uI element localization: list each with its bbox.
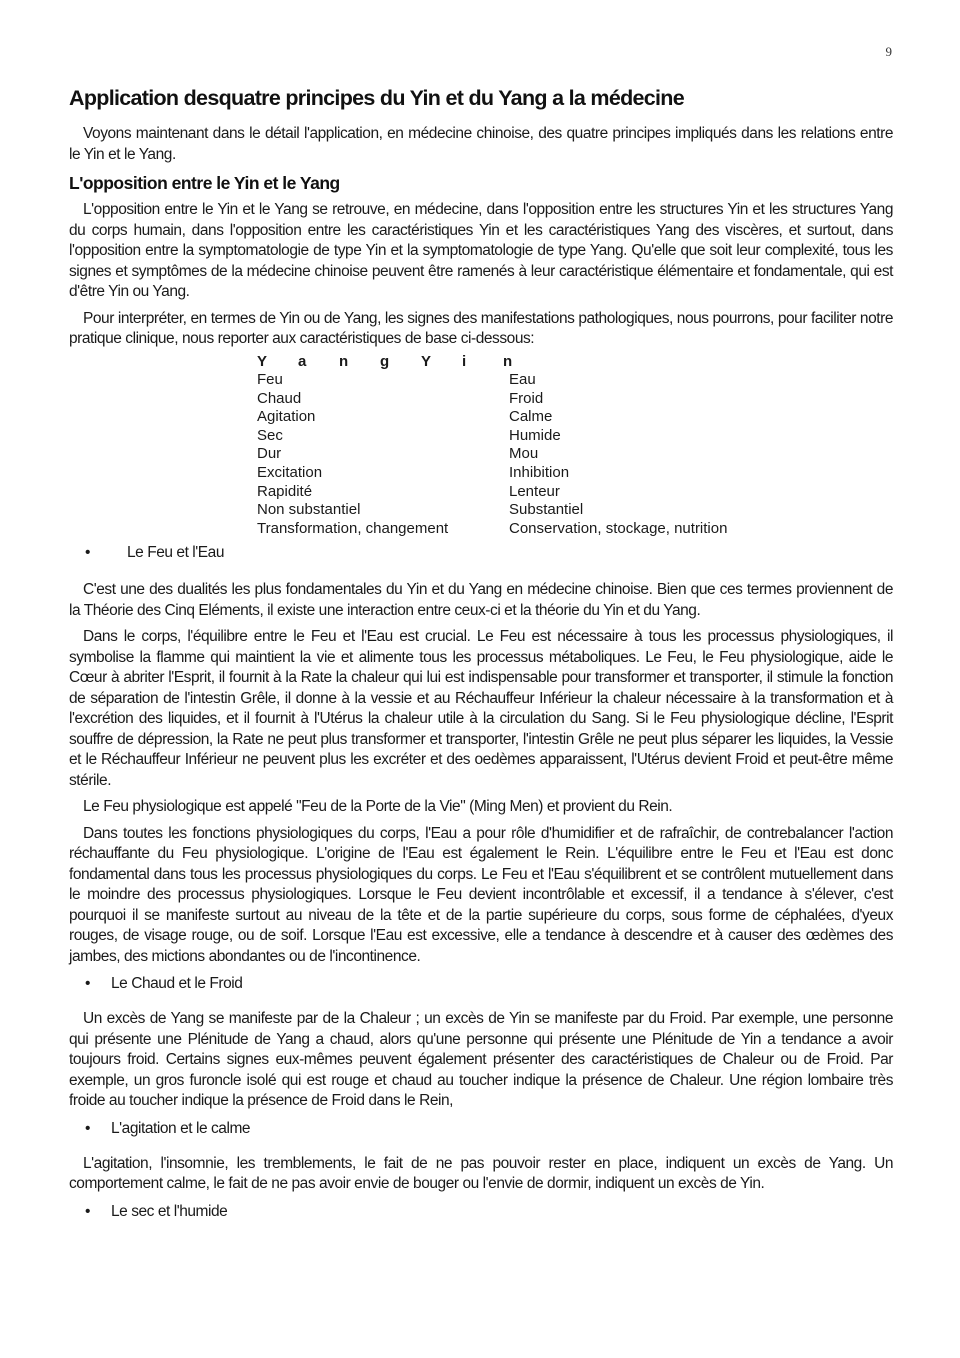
table-row: Agitation Calme <box>257 408 553 426</box>
page-title: Application desquatre principes du Yin et du Yang a la médecine <box>69 86 684 110</box>
bullet-label: Le Chaud et le Froid <box>111 975 243 993</box>
bullet-label: Le Feu et l'Eau <box>127 544 225 562</box>
yang-yin-table <box>257 353 727 539</box>
table-row: Excitation Inhibition <box>257 464 570 482</box>
table-row: Chaud Froid <box>257 389 544 407</box>
bullet-dot-icon: • <box>85 1119 90 1137</box>
chaud-froid-paragraph: Un excès de Yang se manifeste par de la Chaleur ; un excès de Yin se manifeste par du Froid. Par exemple, une personne qui présente une Plénitude de Yang a chaud, alors qu'une personne qui présente une Plénitude de Yin a tendance a avoir toujours froid. Certains signes eux-mêmes peuvent également présenter des caractéristiques de Chaleur ou de Froid. Par exemple, un gros furoncle isolé qui est rouge et chaud au toucher indique la présence de Chaleur. Une région lombaire très froide au toucher indique la présence de Froid dans le Rein, <box>69 1010 893 1110</box>
bullet-sec-humide <box>69 1201 893 1223</box>
feu-eau-paragraph-4: Dans toutes les fonctions physiologiques du corps, l'Eau a pour rôle d'humidifier et de rafraîchir, de contrebalancer l'action réchauffante du Feu physiologique. L'origine de l'Eau est également le Rein. L'équilibre entre le Feu et l'Eau est donc fondamental dans tous les processus physiologiques du corps. Le Feu et l'Eau s'équilibrent et se contrôlent mutuellement dans le moindre des processus physiologiques. Lorsque le Feu devient incontrôlable et excessif, il a tendance à s'élever, c'est pourquoi il se manifeste surtout au niveau de la tête et de la partie supérieure du corps, sous forme de céphalées, d'yeux rouges, de visage rouge, ou de soif. Lorsque l'Eau est excessive, elle a tendance à descendre et à causer des œdèmes des jambes, des mictions abondantes ou de l'incontinence. <box>69 824 893 965</box>
bullet-feu-eau <box>69 542 893 564</box>
feu-eau-paragraph-3: Le Feu physiologique est appelé "Feu de la Porte de la Vie" (Ming Men) et provient du Rein. <box>83 798 673 816</box>
feu-eau-paragraph-2: Dans le corps, l'équilibre entre le Feu et l'Eau est crucial. Le Feu est nécessaire à tous les processus physiologiques, il symbolise la flamme qui maintient la vie et alimente tous les processus métaboliques. Le Feu, le Feu physiologique, aide le Cœur à abriter l'Esprit, il fournit à la Rate la chaleur qui lui est indispensable pour transformer et transporter, il stimule la fonction de séparation de l'intestin Grêle, il donne à la vessie et au Réchauffeur Inférieur la chaleur nécessaire à la transformation et à l'excrétion des liquides, et il fournit à l'Utérus la chaleur utile à la circulation du Sang. Si le Feu physiologique décline, l'Esprit souffre de dépression, la Rate ne peut plus transformer et transporter, l'intestin Grêle ne peut plus séparer les liquides, la Vessie et le Réchauffeur Inférieur ne peuvent plus les excréter et des oedèmes apparaissent, l'Utérus devient Froid et peut-être même stérile. <box>69 628 893 789</box>
bullet-dot-icon: • <box>85 544 90 562</box>
bullet-label: Le sec et l'humide <box>111 1202 228 1220</box>
table-row: Transformation, changement Conservation, stockage, nutrition <box>257 519 728 537</box>
intro-paragraph: Voyons maintenant dans le détail l'application, en médecine chinoise, des quatre principes impliqués dans les relations entre le Yin et le Yang. <box>69 125 893 163</box>
table-header-row <box>257 353 727 372</box>
table-header-yang-yin: Y a n g Y i n <box>257 352 513 370</box>
opposition-paragraph-2: Pour interpréter, en termes de Yin ou de Yang, les signes des manifestations pathologiques, nous pourrons, pour faciliter notre pratique clinique, nous reporter aux caractéristiques de base ci-dessous: <box>69 309 893 347</box>
bullet-chaud-froid <box>69 973 893 995</box>
bullet-dot-icon: • <box>85 1202 90 1220</box>
agitation-calme-paragraph: L'agitation, l'insomnie, les tremblements, le fait de ne pas pouvoir rester en place, indiquent un excès de Yang. Un comportement calme, le fait de ne pas avoir envie de bouger ou l'envie de dormir, indiquent un excès de Yin. <box>69 1154 893 1193</box>
table-row: Sec Humide <box>257 426 561 444</box>
bullet-dot-icon: • <box>85 975 90 993</box>
opposition-paragraph-1: L'opposition entre le Yin et le Yang se retrouve, en médecine, dans l'opposition entre les structures Yin et les structures Yang du corps humain, dans l'opposition entre les caractéristiques Yin et les caractéristiques Yang des viscères, et surtout, dans l'opposition entre la symptomatologie de type Yin et la symptomatologie de type Yang. Qu'elle que soit leur complexité, tous les signes et symptômes de la médecine chinoise peuvent être ramenés à leur caractéristique élémentaire et fondamentale, qui est d'être Yin ou Yang. <box>69 201 893 300</box>
section-heading-opposition: L'opposition entre le Yin et le Yang <box>69 173 340 193</box>
table-row: Dur Mou <box>257 445 539 463</box>
table-row: Non substantiel Substantiel <box>257 501 584 519</box>
page-content <box>69 80 893 1237</box>
table-row: Rapidité Lenteur <box>257 482 560 500</box>
page-number: 9 <box>885 44 892 59</box>
bullet-label: L'agitation et le calme <box>111 1119 251 1137</box>
feu-eau-paragraph-1: C'est une des dualités les plus fondamentales du Yin et du Yang en médecine chinoise. Bien que ces termes proviennent de la Théorie des Cinq Eléments, il existe une interaction entre ceux-ci et la théorie du Yin et du Yang. <box>69 581 893 619</box>
table-row: Feu Eau <box>257 371 536 389</box>
bullet-agitation-calme <box>69 1118 893 1140</box>
